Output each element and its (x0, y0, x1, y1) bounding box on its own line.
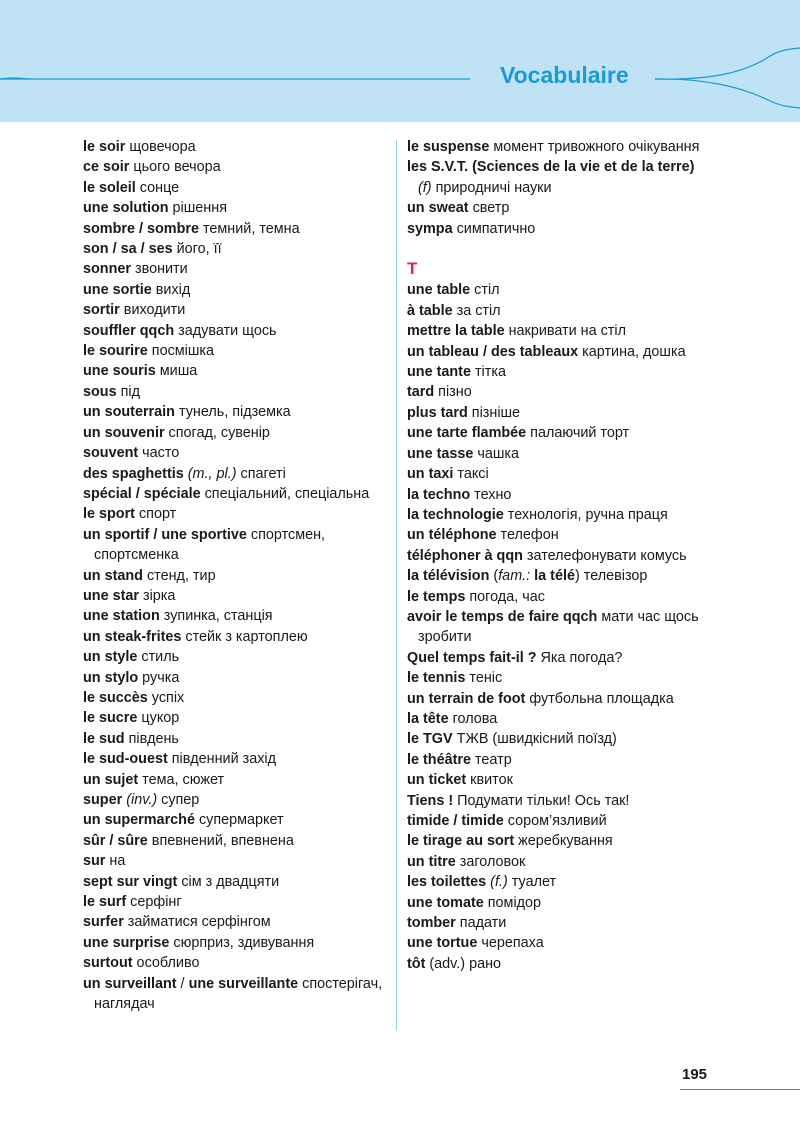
vocab-entry (83, 790, 383, 810)
translation: телефон (496, 527, 559, 544)
headword: avoir le temps de faire qqch (407, 608, 598, 625)
translation: мати час щось зробити (418, 608, 699, 646)
vocab-entry (407, 729, 707, 749)
headword: sortir (83, 302, 120, 319)
vocab-entry (83, 423, 383, 443)
headword: un sportif / une sportive (83, 526, 247, 543)
translation: голова (448, 710, 498, 727)
headword: le théâtre (407, 751, 471, 768)
vocab-entry (407, 505, 707, 525)
headword: un steak-frites (83, 628, 182, 645)
vocab-entry (407, 198, 707, 218)
vocab-entry (407, 689, 707, 709)
vocab-entry (83, 770, 383, 790)
headword: un sujet (83, 771, 139, 788)
headword: Quel temps fait-il ? (407, 649, 537, 666)
translation: черепаха (477, 935, 544, 952)
vocab-entry (83, 198, 383, 218)
grammar-note: (f.) (486, 874, 508, 891)
translation: сюрприз, здивування (169, 934, 315, 951)
vocab-entry (407, 403, 707, 423)
grammar-note: (f) (418, 179, 432, 196)
translation: симпатично (452, 220, 536, 237)
headword: une tasse (407, 445, 474, 462)
headword: le soir (83, 139, 126, 155)
translation: погода, час (465, 588, 545, 605)
vocab-entry (407, 750, 707, 770)
vocab-entry (83, 586, 383, 606)
translation: туалет (507, 874, 557, 891)
translation: південний захід (167, 751, 276, 768)
headword: à table (407, 302, 453, 319)
vocab-entry (83, 504, 383, 524)
headword: surfer (83, 914, 124, 931)
translation: вихід (151, 281, 191, 298)
vocab-column-right (407, 137, 707, 974)
translation: ручка (138, 669, 180, 686)
translation: рішення (168, 200, 227, 217)
headword: un titre (407, 853, 456, 870)
translation: таксі (453, 466, 489, 483)
translation: сім з двадцяти (177, 873, 280, 890)
headword: le sourire (83, 343, 148, 360)
vocab-entry (407, 219, 707, 239)
headword: timide / timide (407, 813, 504, 829)
vocab-entry (407, 342, 707, 362)
vocab-entry (407, 770, 707, 790)
vocab-entry (83, 157, 383, 177)
column-divider (396, 140, 397, 1030)
translation: картина, дошка (578, 343, 686, 360)
translation: стиль (137, 649, 180, 666)
headword: tard (407, 384, 435, 401)
translation: футбольна площадка (525, 690, 674, 707)
headword: spécial / spéciale (83, 485, 201, 502)
vocab-entry (407, 301, 707, 321)
headword: un terrain de foot (407, 690, 526, 707)
vocab-entry (83, 443, 383, 463)
translation: пізніше (467, 404, 521, 421)
vocab-entry (83, 464, 383, 484)
headword: la technologie (407, 506, 504, 523)
translation: чашка (473, 445, 520, 462)
translation: ) телевізор (574, 568, 648, 585)
vocab-entry (83, 484, 383, 504)
translation: стейк з картоплею (181, 628, 308, 645)
translation: особливо (132, 955, 200, 972)
headword: des spaghettis (83, 465, 184, 482)
headword: tomber (407, 915, 456, 932)
vocab-entry (83, 872, 383, 892)
headword: un ticket (407, 772, 467, 789)
vocab-entry (407, 913, 707, 933)
vocab-entry (83, 239, 383, 259)
vocab-entry (407, 954, 707, 974)
translation: успіх (147, 689, 185, 706)
translation: часто (138, 445, 180, 462)
translation: техно (470, 486, 512, 503)
translation: виходити (119, 302, 186, 319)
headword: une station (83, 608, 160, 625)
headword: une tarte flambée (407, 425, 527, 442)
vocab-entry (83, 974, 383, 1015)
vocab-entry (407, 362, 707, 382)
vocab-entry (83, 749, 383, 769)
vocab-entry (407, 893, 707, 913)
page-number-rule (680, 1089, 800, 1090)
headword: le TGV (407, 731, 453, 748)
vocab-entry (83, 688, 383, 708)
page-number: 195 (682, 1066, 708, 1083)
translation: момент тривожного очікування (489, 139, 700, 155)
vocab-entry (407, 648, 707, 668)
translation: спагеті (236, 465, 286, 482)
translation: жеребкування (514, 833, 613, 850)
headword: un stylo (83, 669, 139, 686)
headword: une souris (83, 363, 156, 380)
vocab-entry (83, 382, 383, 402)
vocab-entry (407, 587, 707, 607)
section-letter: T (407, 259, 418, 279)
translation: спортсмен, спортсменка (94, 526, 326, 564)
grammar-note: (m., pl.) (183, 465, 237, 482)
translation: спорт (134, 506, 177, 523)
translation: природничі науки (431, 179, 552, 196)
header-decoration (0, 0, 800, 122)
headword: ce soir (83, 159, 130, 176)
vocab-entry (407, 709, 707, 729)
vocab-entry (407, 525, 707, 545)
translation: ( (489, 568, 499, 585)
vocab-entry (83, 219, 383, 239)
headword: plus tard (407, 404, 468, 421)
headword: sous (83, 383, 117, 400)
vocab-entry (83, 402, 383, 422)
headword: souffler qqch (83, 322, 175, 339)
headword: une sortie (83, 281, 152, 298)
vocab-entry (407, 852, 707, 872)
headword: téléphoner à qqn (407, 547, 523, 564)
vocab-entry (83, 566, 383, 586)
vocab-entry (407, 137, 707, 157)
translation: зупинка, станція (159, 608, 273, 625)
vocab-entry (407, 280, 707, 300)
headword: le succès (83, 689, 148, 706)
translation: супер (157, 792, 200, 808)
translation: технологія, ручна праця (503, 506, 668, 523)
headword: le sud-ouest (83, 751, 168, 768)
translation: спостерігач, наглядач (94, 975, 383, 1013)
headword: un souvenir (83, 424, 165, 441)
grammar-note: (inv.) (122, 792, 158, 808)
headword: Tiens ! (407, 792, 454, 809)
translation: Подумати тільки! Ось так! (453, 792, 630, 809)
vocab-entry (83, 361, 383, 381)
headword: une solution (83, 200, 169, 217)
translation: південь (124, 730, 179, 747)
vocab-entry (83, 729, 383, 749)
vocab-entry (83, 892, 383, 912)
headword: la télé (530, 568, 575, 585)
vocab-entry (83, 708, 383, 728)
translation: сонце (135, 179, 180, 196)
translation: під (116, 383, 140, 400)
translation: театр (471, 751, 512, 768)
vocab-entry (83, 933, 383, 953)
headword: une tomate (407, 894, 484, 911)
vocab-entry (83, 178, 383, 198)
headword: le suspense (407, 139, 490, 155)
headword: mettre la table (407, 323, 505, 340)
translation: спогад, сувенір (164, 424, 270, 441)
headword: sombre / sombre (83, 220, 199, 237)
translation: цукор (137, 710, 180, 727)
translation: светр (468, 200, 510, 217)
headword: la télévision (407, 568, 490, 585)
translation: ТЖВ (швидкісний поїзд) (452, 731, 617, 748)
vocab-entry (407, 831, 707, 851)
translation: пізно (434, 384, 472, 401)
translation: палаючий торт (526, 425, 630, 442)
translation: квиток (466, 772, 513, 789)
translation: щовечора (125, 139, 196, 155)
headword: une star (83, 587, 139, 604)
vocab-entry (83, 810, 383, 830)
translation: зателефонувати комусь (522, 547, 687, 564)
translation: цього вечора (129, 159, 221, 176)
translation: / (176, 975, 189, 992)
translation: спеціальний, спеціальна (200, 485, 370, 502)
headword: un tableau / des tableaux (407, 343, 579, 360)
translation: супермаркет (194, 812, 284, 829)
headword: le sucre (83, 710, 138, 727)
translation: за стіл (452, 302, 501, 319)
translation: посмішка (147, 343, 215, 360)
headword: les toilettes (407, 874, 487, 891)
translation: зірка (138, 587, 176, 604)
translation: сором’язливий (503, 813, 607, 829)
vocab-entry (83, 341, 383, 361)
vocab-entry (407, 668, 707, 688)
vocab-entry (83, 953, 383, 973)
headword: une tortue (407, 935, 478, 952)
headword: son / sa / ses (83, 241, 173, 258)
headword: un supermarché (83, 812, 195, 829)
headword: la techno (407, 486, 471, 503)
vocab-entry (83, 259, 383, 279)
headword: sympa (407, 220, 453, 237)
translation: Яка погода? (536, 649, 623, 666)
translation: тунель, підземка (174, 404, 291, 421)
vocab-entry (407, 423, 707, 443)
headword: le sud (83, 730, 125, 747)
vocab-entry (407, 321, 707, 341)
translation: помідор (483, 894, 542, 911)
headword: le temps (407, 588, 466, 605)
headword: le tirage au sort (407, 833, 515, 850)
translation: його, її (172, 241, 222, 258)
headword: une tante (407, 364, 471, 381)
translation: задувати щось (174, 322, 277, 339)
headword: sûr / sûre (83, 832, 148, 849)
headword: le sport (83, 506, 135, 523)
translation: впевнений, впевнена (147, 832, 294, 849)
translation: займатися серфінгом (123, 914, 271, 931)
grammar-note: fam.: (498, 568, 531, 585)
vocab-entry (407, 566, 707, 586)
vocab-entry (83, 851, 383, 871)
translation: звонити (130, 261, 188, 278)
vocab-column-left (83, 137, 383, 1014)
headword: un stand (83, 567, 143, 584)
translation: накривати на стіл (504, 323, 626, 340)
translation: на (105, 853, 126, 870)
translation: серфінг (126, 894, 182, 911)
translation: стіл (470, 282, 500, 299)
vocab-entry (407, 933, 707, 953)
translation: темний, темна (198, 220, 300, 237)
vocab-entry (407, 607, 707, 648)
headword: une table (407, 282, 471, 299)
headword: une surveillante (188, 975, 299, 992)
translation: тітка (470, 364, 506, 381)
vocab-entry (83, 912, 383, 932)
vocab-entry (83, 321, 383, 341)
translation: стенд, тир (142, 567, 216, 584)
headword: sonner (83, 261, 131, 278)
headword: tôt (407, 955, 426, 972)
headword: sur (83, 853, 106, 870)
headword: souvent (83, 445, 139, 462)
vocab-entry (407, 811, 707, 831)
vocab-entry (407, 464, 707, 484)
headword: le soleil (83, 179, 136, 196)
headword: un style (83, 649, 138, 666)
headword: le surf (83, 894, 127, 911)
vocab-entry (407, 444, 707, 464)
headword: un souterrain (83, 404, 175, 421)
headword: super (83, 792, 123, 808)
translation: тема, сюжет (138, 771, 225, 788)
headword: la tête (407, 710, 449, 727)
headword: un sweat (407, 200, 469, 217)
vocab-entry (407, 382, 707, 402)
headword: surtout (83, 955, 133, 972)
vocab-entry (83, 300, 383, 320)
translation: падати (455, 915, 507, 932)
headword: les S.V.T. (Sciences de la vie et de la terre) (407, 159, 695, 176)
headword: le tennis (407, 670, 466, 687)
vocab-entry (407, 872, 707, 892)
vocab-entry (83, 606, 383, 626)
vocab-entry (407, 791, 707, 811)
vocab-entry (83, 525, 383, 566)
page-title: Vocabulaire (500, 62, 629, 88)
vocab-entry (83, 627, 383, 647)
vocab-entry (407, 157, 707, 198)
headword: une surprise (83, 934, 170, 951)
headword: un téléphone (407, 527, 497, 544)
vocab-entry (83, 668, 383, 688)
translation: теніс (465, 670, 503, 687)
vocab-entry (407, 485, 707, 505)
vocab-entry (83, 280, 383, 300)
headword: sept sur vingt (83, 873, 178, 890)
translation: миша (155, 363, 198, 380)
vocab-entry (83, 647, 383, 667)
vocab-entry (83, 137, 383, 157)
vocab-entry (83, 831, 383, 851)
headword: un taxi (407, 466, 454, 483)
translation: (adv.) рано (425, 955, 502, 972)
headword: un surveillant (83, 975, 177, 992)
vocab-entry (407, 546, 707, 566)
translation: заголовок (455, 853, 526, 870)
